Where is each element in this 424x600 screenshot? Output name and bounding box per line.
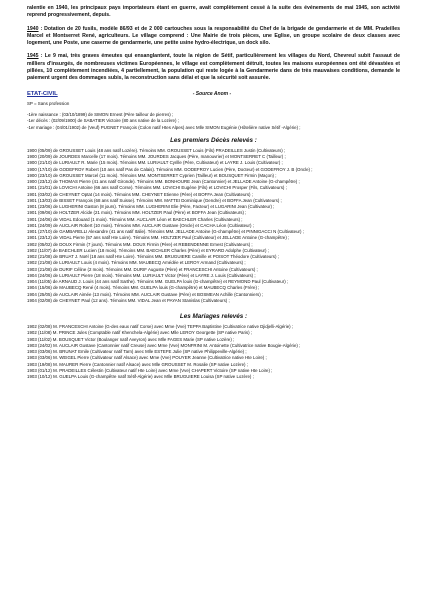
deces-entry: 1900 (23/12) de THOMAS Pierre (41 ans natif Gironde). Témoins MM. BONHOURE Jean (Cantonnier) et JELLADE Antoine (G-champêtre) ;: [27, 179, 300, 185]
mariage-entry: 1902 (11/08) M. PRINCE Jules (Comptable natif Khenchela-Algérie) avec Mlle LEROY Georgette (SP native Paris) ;: [27, 330, 252, 336]
intro-paragraph-1940-text: : Dotation de 20 fusils, modèle 86/93 et de 2 000 cartouches sous la responsabilité du Chef de la brigade de gendarmerie et de MM. Pradeilles Marcel et Montserret René, agriculteurs. Le village comprend : Une Mairie de trois pièces, une Eglise, un groupe scolaire de deux classes avec logement, une Poste, une caserne de gendarmerie, une petite usine hydro-électrique, un dock silo.: [27, 25, 400, 47]
intro-paragraph-1940: [27, 26, 400, 48]
deces-entry: 1904 (24/06) de LURIAULT Pierre (18 mois). Témoins MM. LURIAULT Victor (Père) et LAYRE J. Louis (Cultivateurs) ;: [27, 272, 256, 278]
deces-entry: 1902 (11/07) de BAECHLER Lucien (18 mois). Témoins MM. BAECHLER Charles (Père) et EYRARD Adolphe (Cultivateur) ;: [27, 247, 269, 253]
sp-note: SP = Sans profession: [27, 100, 70, 106]
mariages-heading: Les Mariages relevés :: [179, 313, 248, 321]
deces-entry: 1904 (11/05) de ARNAUD J. Louis (44 ans natif Sarthe). Témoins MM. GUELPA louis (G-champêtre) et REYMOND Paul (Cultivateur) ;: [27, 279, 289, 285]
deces-entry: 1901 (27/10) de GAMBARELLI Alexandre (41 ans natif Italie). Témoins MM. JELLADE Antoine (G-champêtre) et PINNIGACCI N (Cultivateur) ;: [27, 229, 304, 235]
etat-civil-header: [27, 91, 400, 97]
deces-entry: 1901 (24/09) de AUCLAIR Robert (10 mois). Témoins MM. AUCLAIR Gustave (Oncle) et CACHA Léon (Cultivateur) ;: [27, 222, 254, 228]
mariage-entry: 1903 (11/02) M. BOUSQUET Victor (Boulanger natif Aveyron) avec Mlle FAGES Marie (SP native Lozère) ;: [27, 336, 235, 342]
mariage-entry: 1903 (19/08) M. MAURER Pierre (Cantonnier natif Alsace) avec Mlle GROUSSET M. Rosalie (SP native Lozère) ;: [27, 361, 248, 367]
deces-entry: 1900 (05/09) de GROUSSET Louis (48 ans natif Lozère). Témoins MM. GROUSSET Louis (Fils) PRADEILLES Justin (Cultivateurs) ;: [27, 147, 286, 153]
deces-entry: 1901 (21/01) de LOVICHI Antoine (66 ans natif Corse). Témoins MM. LOVICHI Eugène (Fils) et LOVICHI Prosper (Fils, Cultivateurs) ;: [27, 185, 287, 191]
deces-entry: 1903 (21/08) de DURIF Céline (2 mois). Témoins MM. DURIF Auguste (Père) et FRANCESCHI Antoine (Cultivateurs) ;: [27, 266, 258, 272]
etat-civil-title: ETAT-CIVIL: [27, 90, 58, 97]
deces-entry: 1904 (25/05) de AUCLAIR Aimée (13 mois). Témoins MM. AUCLAIR Gustave (Père) et BOSMEAN Achille (Cantonniers) ;: [27, 291, 264, 297]
document-page: [27, 5, 400, 380]
deces-entry: 1902 (21/08) de LURIAULT Louis (4 mois). Témoins MM. MAUBECQ Amédée et LEROY Armand (Cultivateurs) ;: [27, 260, 246, 266]
deces-entry: 1900 (17/10) de GODEFROY Robert (10 ans natif Pas de Calais). Témoins MM. GODEFROY Lucien (Père, Docteur) et GODEFROY J. B (Oncle) ;: [27, 166, 313, 172]
intro-paragraph-1945: [27, 53, 400, 82]
mariage-entry: 1903 (24/02) M. AUCLAIR Gustave (Cantonnier natif Creuse) avec Mme (Vve) MONFRINI M. Antoinette (Cultivatrice native Bougie-Algérie) ;: [27, 342, 301, 348]
intro-paragraph-1945-text: : Le 9 mai, très graves émeutes qui ensanglantent, toute la région de Sétif, particulièrement les villages du Nord, Chevreul subit l'assaut de milliers d'insurgés, de nombreuses victimes Européennes, le village est complètement détruit, toutes les maisons européennes ont été dévastées et pillées, 10 complètement incendiées, 4 partiellement, la population qui reste logée à la Gendarmerie dans de très mauvaises conditions, demande le paiement urgent des dommages subis, la reconstruction sans délai et que la sécurité soit assurée.: [27, 53, 400, 82]
source-note: - Source Anom -: [192, 90, 232, 97]
deces-entry: 1902 (05/02) de DOUX Firmin (7 jours). Témoins MM. DOUX Firmin (Père) et REBENDENNE Ernest (Cultivateurs) ;: [27, 241, 253, 247]
mariage-entry: 1903 (10/12) M. GUELPA Louis (G-champêtre natif Sétif-Algérie) avec Mlle BRUGUIERE Louisa (SP native Lozère) ;: [27, 374, 254, 380]
deces-entry: 1904 (02/08) de CHEYNET Paul (12 ans). Témoins MM. VIDAL Jean et PAYAN Stanislas (Cultivateurs) ;: [27, 297, 230, 303]
first-death: -1er décès : (02/09/1900) de SABATIER Victoire (80 ans native de la Lozère) ;: [27, 118, 179, 124]
deces-entry: 1904 (15/06) de MAUBECQ René (4 mois). Témoins MM. GUELPA louis (G-champêtre) et MAUBECQ Charles (Frère) ;: [27, 285, 260, 291]
deces-list: [27, 148, 400, 304]
first-birth: -1ère naissance : (03/10/1899) de SIMON Ernest (Père tailleur de pierres) ;: [27, 111, 174, 117]
deces-entry: 1901 (24/06) de VIDAL Edouard (1 mois). Témoins MM. AUCLAIR Léon et BAECHLER Charles (Cultivateurs) ;: [27, 216, 243, 222]
deces-entry: 1901 (03/02) de CHEYNET Optat (14 mois). Témoins MM. CHEYNET Etienne (Père) et BOFFA Jean (Cultivateurs) ;: [27, 191, 253, 197]
deces-entry: 1901 (23/12) de VIDAL Pierre (57 ans natif Hte Loire). Témoins MM. HOLTZER Paul (Cultivateur) et JELLADE Antoine (G-champêtre) ;: [27, 235, 290, 241]
deces-heading: Les premiers Décès relevés :: [170, 136, 257, 144]
deces-entry: 1900 (23/10) de GROUSSET Marcel (11 mois). Témoins MM. MONTSERRET Cyprien (Tailleur) et BOUSQUET Firmin (Maçon) ;: [27, 172, 277, 178]
mariage-entry: 1903 (03/06) M. WEIGEL Pierre (Cultivateur natif Alsace) avec Mme (Vve) POUYER Jeanne (Cultivatrice native Hte Loire) ;: [27, 355, 267, 361]
deces-entry: 1902 (21/08) de BRUAT J. Noël (18 ans natif Hte Loire). Témoins MM. BRUGUIERE Camille et POISOT Théodore (Cultivateurs) ;: [27, 254, 279, 260]
deces-entry: 1901 (09/06) de HOLTZER Alcide (21 mois). Témoins MM. HOLTZER Paul (Père) et BOFFA Jean (Cultivateurs) ;: [27, 210, 247, 216]
year-1940: 1940: [27, 25, 39, 32]
mariage-entry: 1903 (03/06) M. BRUNAT Emile (Cultivateur natif Tarn) avec Mlle ESTEFE Julie (SP native Philippeville-Algérie) ;: [27, 349, 247, 355]
intro-paragraph-1: ralentie en 1940, les principaux pays importateurs étant en guerre, avait complètement cessé à la suite des événements de mai 1945, son activité reprend progressivement, depuis.: [27, 5, 400, 19]
year-1945: 1945: [27, 53, 39, 60]
mariage-entry: 1903 (01/12) M. PRADEILLES Célestin (Cultivateur natif Hte Loire) avec Mme (Vve) CHAPERT Victoire (SP native Hte Loire) ;: [27, 367, 273, 373]
first-marriage: -1er mariage : (04/01/1902) de (Veuf) PUGNET François (Colon natif Htes Alpes) avec Mlle SIMON Eugénie (Hôtelière native Sétif -Algérie) ;: [27, 124, 301, 130]
deces-entry: 1900 (21/10) de LURIAULT R. Marie (15 mois). Témoins MM. LURIAULT Cyrille (Père, Cultivateur) et LAYRE J. Louis (Cultivateur) ;: [27, 160, 283, 166]
deces-entry: 1901 (23/06) de LUGHERINI Gaston (8 jours). Témoins MM. LUGHERINI Elie (Père, Facteur) et LUGARINI Jean (Cultivateur) ;: [27, 204, 275, 210]
mariages-list: [27, 324, 400, 380]
deces-entry: 1900 (20/09) de JOURDES Marcelle (17 mois). Témoins MM. JOURDES Jacques (Père, manouvrier) et MONTSERRET C (Tailleur) ;: [27, 154, 286, 160]
mariage-entry: 1902 (02/08) M. FRANCESCHI Antoine (G-des eaux natif Corse) avec Mme (Vve) TEPPA Baptistine (Cultivatrice native Djidjelli-Algérie) ;: [27, 324, 294, 330]
deces-entry: 1901 (13/03) de BISSET François (68 ans natif Suisse). Témoins MM. MATTEI Dominique (Gendre) et BOFFA Jean (Cultivateurs) ;: [27, 197, 282, 203]
first-events: [27, 112, 400, 131]
